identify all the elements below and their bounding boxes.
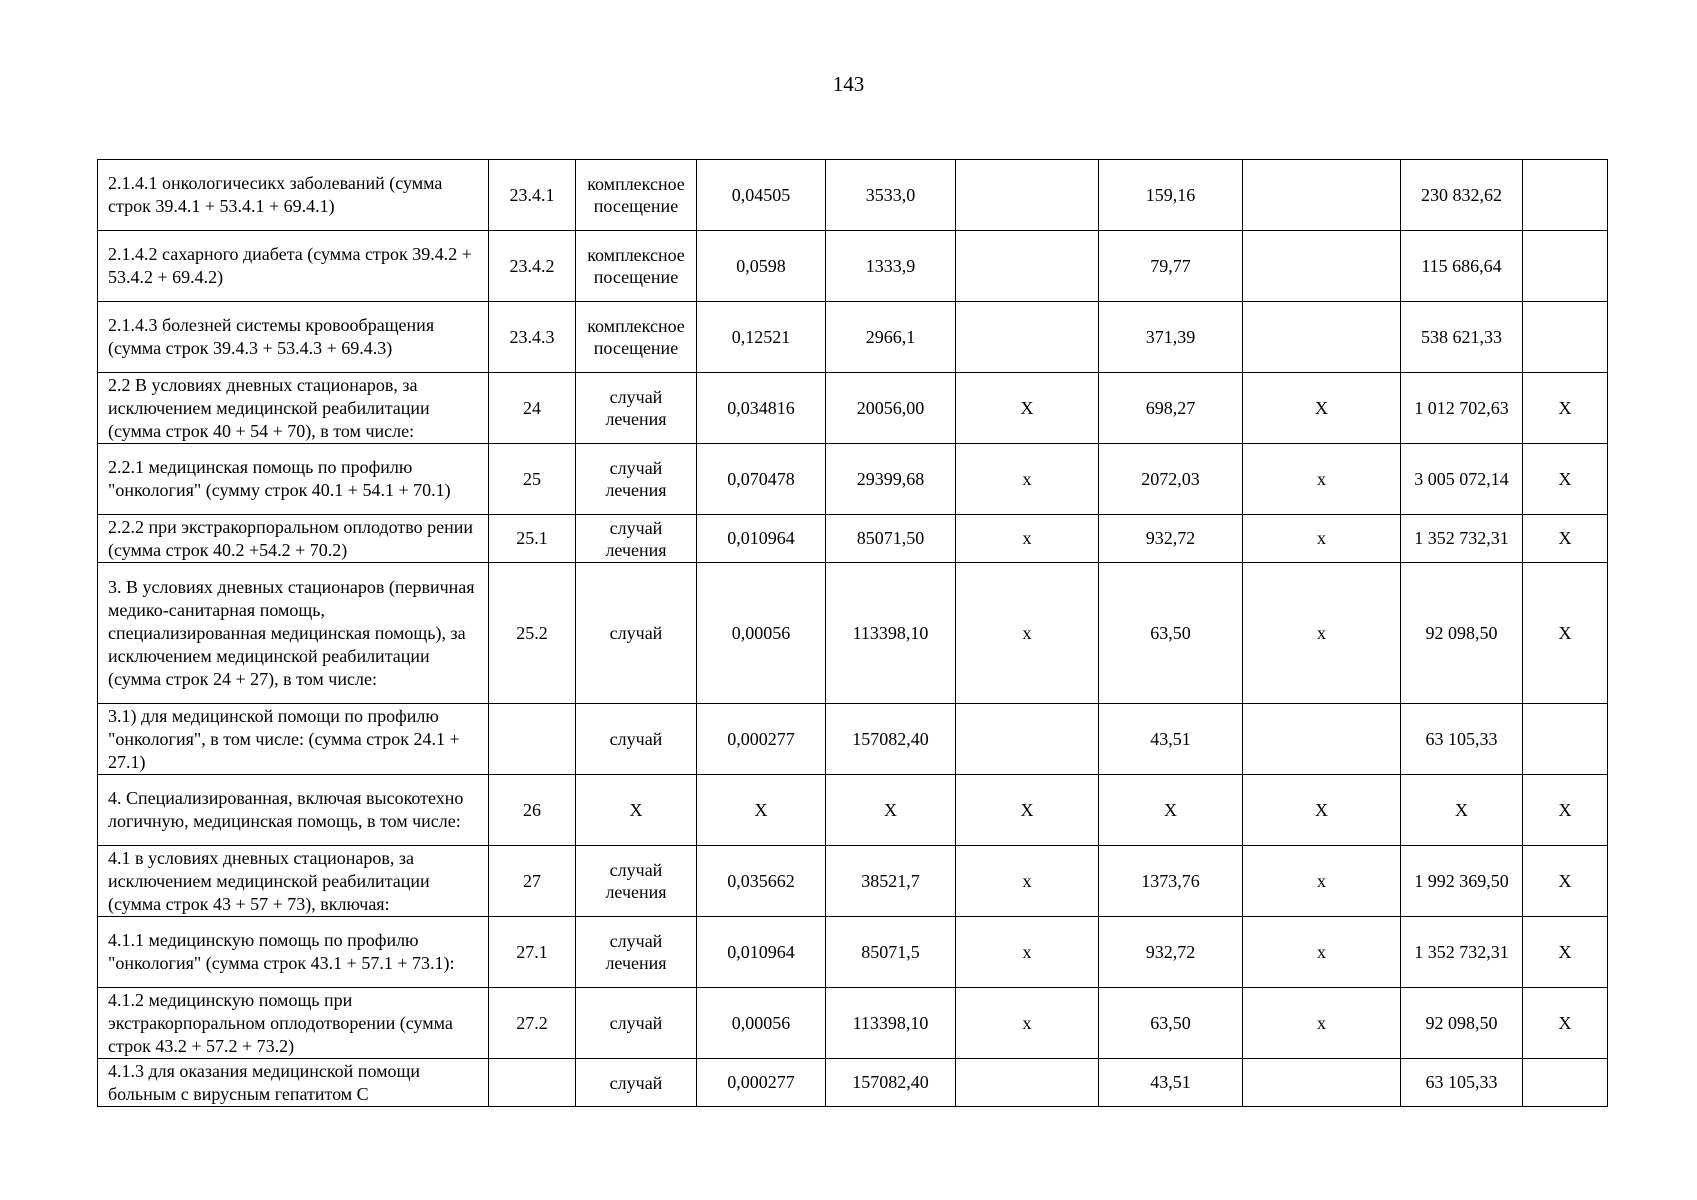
row-col8: х bbox=[1243, 515, 1401, 563]
row-code: 23.4.2 bbox=[489, 231, 576, 302]
row-total: 92 098,50 bbox=[1401, 988, 1523, 1059]
row-col6 bbox=[956, 1059, 1099, 1107]
row-per-capita: 159,16 bbox=[1099, 160, 1243, 231]
row-cost: 1333,9 bbox=[826, 231, 956, 302]
table-row bbox=[98, 846, 1608, 917]
row-name: 4.1.3 для оказания медицинской помощи больным с вирусным гепатитом С bbox=[98, 1059, 489, 1107]
row-unit: случай bbox=[576, 704, 697, 775]
row-cost: 113398,10 bbox=[826, 563, 956, 704]
row-code: 25.2 bbox=[489, 563, 576, 704]
row-name: 4. Специализированная, включая высокотехно логичную, медицинская помощь, в том числе: bbox=[98, 775, 489, 846]
row-unit: случай лечения bbox=[576, 444, 697, 515]
page-number: 143 bbox=[832, 72, 865, 96]
row-unit: случай лечения bbox=[576, 515, 697, 563]
row-col6 bbox=[956, 302, 1099, 373]
row-name: 3.1) для медицинской помощи по профилю "онкология", в том числе: (сумма строк 24.1 + 27.1) bbox=[98, 704, 489, 775]
row-per-capita: 932,72 bbox=[1099, 917, 1243, 988]
row-per-capita: 932,72 bbox=[1099, 515, 1243, 563]
row-col6: х bbox=[956, 846, 1099, 917]
row-norm: 0,04505 bbox=[697, 160, 826, 231]
row-col6: х bbox=[956, 444, 1099, 515]
row-per-capita: 43,51 bbox=[1099, 704, 1243, 775]
row-cost: 85071,50 bbox=[826, 515, 956, 563]
table-row bbox=[98, 988, 1608, 1059]
data-table bbox=[97, 159, 1608, 1107]
row-cost: 157082,40 bbox=[826, 704, 956, 775]
row-unit: случай лечения bbox=[576, 846, 697, 917]
row-col6: X bbox=[956, 775, 1099, 846]
row-total: 63 105,33 bbox=[1401, 704, 1523, 775]
row-per-capita: 698,27 bbox=[1099, 373, 1243, 444]
row-col10 bbox=[1523, 302, 1608, 373]
row-col8 bbox=[1243, 302, 1401, 373]
row-col10 bbox=[1523, 1059, 1608, 1107]
row-col8: х bbox=[1243, 563, 1401, 704]
row-cost: 20056,00 bbox=[826, 373, 956, 444]
table-row bbox=[98, 775, 1608, 846]
row-norm: 0,010964 bbox=[697, 515, 826, 563]
row-name: 4.1.2 медицинскую помощь при экстракорпоральном оплодотворении (сумма строк 43.2 + 57.2 + 73.2) bbox=[98, 988, 489, 1059]
row-col6 bbox=[956, 231, 1099, 302]
row-unit: случай bbox=[576, 1059, 697, 1107]
row-col8: х bbox=[1243, 444, 1401, 515]
row-per-capita: X bbox=[1099, 775, 1243, 846]
row-code: 23.4.3 bbox=[489, 302, 576, 373]
row-code: 27.2 bbox=[489, 988, 576, 1059]
row-norm: 0,00056 bbox=[697, 563, 826, 704]
row-cost: 38521,7 bbox=[826, 846, 956, 917]
row-norm: 0,035662 bbox=[697, 846, 826, 917]
row-norm: 0,010964 bbox=[697, 917, 826, 988]
row-unit: комплексное посещение bbox=[576, 160, 697, 231]
row-col8: X bbox=[1243, 775, 1401, 846]
row-norm: 0,0598 bbox=[697, 231, 826, 302]
row-total: 1 012 702,63 bbox=[1401, 373, 1523, 444]
row-col10: X bbox=[1523, 917, 1608, 988]
row-total: 538 621,33 bbox=[1401, 302, 1523, 373]
row-col10 bbox=[1523, 231, 1608, 302]
row-total: 115 686,64 bbox=[1401, 231, 1523, 302]
table-row bbox=[98, 917, 1608, 988]
row-total: 3 005 072,14 bbox=[1401, 444, 1523, 515]
row-name: 2.2 В условиях дневных стационаров, за исключением медицинской реабилитации (сумма строк 40 + 54 + 70), в том числе: bbox=[98, 373, 489, 444]
row-col8 bbox=[1243, 231, 1401, 302]
table-row bbox=[98, 373, 1608, 444]
row-col10 bbox=[1523, 704, 1608, 775]
row-col8 bbox=[1243, 704, 1401, 775]
row-col8 bbox=[1243, 1059, 1401, 1107]
row-col10: X bbox=[1523, 444, 1608, 515]
row-col6: х bbox=[956, 515, 1099, 563]
row-col6 bbox=[956, 160, 1099, 231]
row-col10: X bbox=[1523, 846, 1608, 917]
row-total: 230 832,62 bbox=[1401, 160, 1523, 231]
row-name: 2.2.2 при экстракорпоральном оплодотво рении (сумма строк 40.2 +54.2 + 70.2) bbox=[98, 515, 489, 563]
row-total: 92 098,50 bbox=[1401, 563, 1523, 704]
row-code bbox=[489, 1059, 576, 1107]
row-unit: комплексное посещение bbox=[576, 231, 697, 302]
row-total: 63 105,33 bbox=[1401, 1059, 1523, 1107]
row-col10: X bbox=[1523, 775, 1608, 846]
table-row bbox=[98, 1059, 1608, 1107]
row-total: X bbox=[1401, 775, 1523, 846]
row-col6: X bbox=[956, 373, 1099, 444]
row-per-capita: 63,50 bbox=[1099, 563, 1243, 704]
table-row bbox=[98, 160, 1608, 231]
row-code: 25.1 bbox=[489, 515, 576, 563]
row-code: 27.1 bbox=[489, 917, 576, 988]
table-row bbox=[98, 563, 1608, 704]
row-cost: 113398,10 bbox=[826, 988, 956, 1059]
row-per-capita: 2072,03 bbox=[1099, 444, 1243, 515]
row-name: 2.1.4.3 болезней системы кровообращения (сумма строк 39.4.3 + 53.4.3 + 69.4.3) bbox=[98, 302, 489, 373]
row-norm: 0,000277 bbox=[697, 704, 826, 775]
row-norm: X bbox=[697, 775, 826, 846]
row-norm: 0,00056 bbox=[697, 988, 826, 1059]
row-name: 3. В условиях дневных стационаров (первичная медико-санитарная помощь, специализированная медицинская помощь), за исключением медицинской реабилитации (сумма строк 24 + 27), в том числе: bbox=[98, 563, 489, 704]
table-row bbox=[98, 231, 1608, 302]
row-total: 1 352 732,31 bbox=[1401, 917, 1523, 988]
row-col6 bbox=[956, 704, 1099, 775]
row-cost: 3533,0 bbox=[826, 160, 956, 231]
row-col10: X bbox=[1523, 373, 1608, 444]
row-name: 4.1.1 медицинскую помощь по профилю "онкология" (сумма строк 43.1 + 57.1 + 73.1): bbox=[98, 917, 489, 988]
row-unit: случай bbox=[576, 988, 697, 1059]
row-col6: х bbox=[956, 988, 1099, 1059]
row-code: 24 bbox=[489, 373, 576, 444]
row-col10: X bbox=[1523, 563, 1608, 704]
row-per-capita: 371,39 bbox=[1099, 302, 1243, 373]
row-per-capita: 1373,76 bbox=[1099, 846, 1243, 917]
row-unit: комплексное посещение bbox=[576, 302, 697, 373]
row-cost: X bbox=[826, 775, 956, 846]
row-name: 2.1.4.2 сахарного диабета (сумма строк 39.4.2 + 53.4.2 + 69.4.2) bbox=[98, 231, 489, 302]
row-cost: 85071,5 bbox=[826, 917, 956, 988]
row-col10: X bbox=[1523, 515, 1608, 563]
row-per-capita: 79,77 bbox=[1099, 231, 1243, 302]
row-unit: случай лечения bbox=[576, 917, 697, 988]
row-col10 bbox=[1523, 160, 1608, 231]
row-norm: 0,070478 bbox=[697, 444, 826, 515]
table-row bbox=[98, 704, 1608, 775]
row-unit: X bbox=[576, 775, 697, 846]
table-row bbox=[98, 444, 1608, 515]
row-name: 2.1.4.1 онкологичесикх заболеваний (сумма строк 39.4.1 + 53.4.1 + 69.4.1) bbox=[98, 160, 489, 231]
row-total: 1 352 732,31 bbox=[1401, 515, 1523, 563]
row-cost: 157082,40 bbox=[826, 1059, 956, 1107]
row-code: 27 bbox=[489, 846, 576, 917]
row-col8: х bbox=[1243, 846, 1401, 917]
row-unit: случай bbox=[576, 563, 697, 704]
row-name: 4.1 в условиях дневных стационаров, за исключением медицинской реабилитации (сумма строк 43 + 57 + 73), включая: bbox=[98, 846, 489, 917]
row-per-capita: 43,51 bbox=[1099, 1059, 1243, 1107]
row-norm: 0,034816 bbox=[697, 373, 826, 444]
row-name: 2.2.1 медицинская помощь по профилю "онкология" (сумму строк 40.1 + 54.1 + 70.1) bbox=[98, 444, 489, 515]
row-code bbox=[489, 704, 576, 775]
row-col8: х bbox=[1243, 917, 1401, 988]
row-unit: случай лечения bbox=[576, 373, 697, 444]
row-cost: 2966,1 bbox=[826, 302, 956, 373]
row-code: 25 bbox=[489, 444, 576, 515]
row-norm: 0,000277 bbox=[697, 1059, 826, 1107]
row-col6: х bbox=[956, 917, 1099, 988]
row-per-capita: 63,50 bbox=[1099, 988, 1243, 1059]
row-cost: 29399,68 bbox=[826, 444, 956, 515]
row-col8: х bbox=[1243, 988, 1401, 1059]
row-norm: 0,12521 bbox=[697, 302, 826, 373]
row-code: 26 bbox=[489, 775, 576, 846]
table-row bbox=[98, 515, 1608, 563]
row-col8: X bbox=[1243, 373, 1401, 444]
row-col6: х bbox=[956, 563, 1099, 704]
row-col8 bbox=[1243, 160, 1401, 231]
row-total: 1 992 369,50 bbox=[1401, 846, 1523, 917]
row-col10: X bbox=[1523, 988, 1608, 1059]
table-row bbox=[98, 302, 1608, 373]
row-code: 23.4.1 bbox=[489, 160, 576, 231]
